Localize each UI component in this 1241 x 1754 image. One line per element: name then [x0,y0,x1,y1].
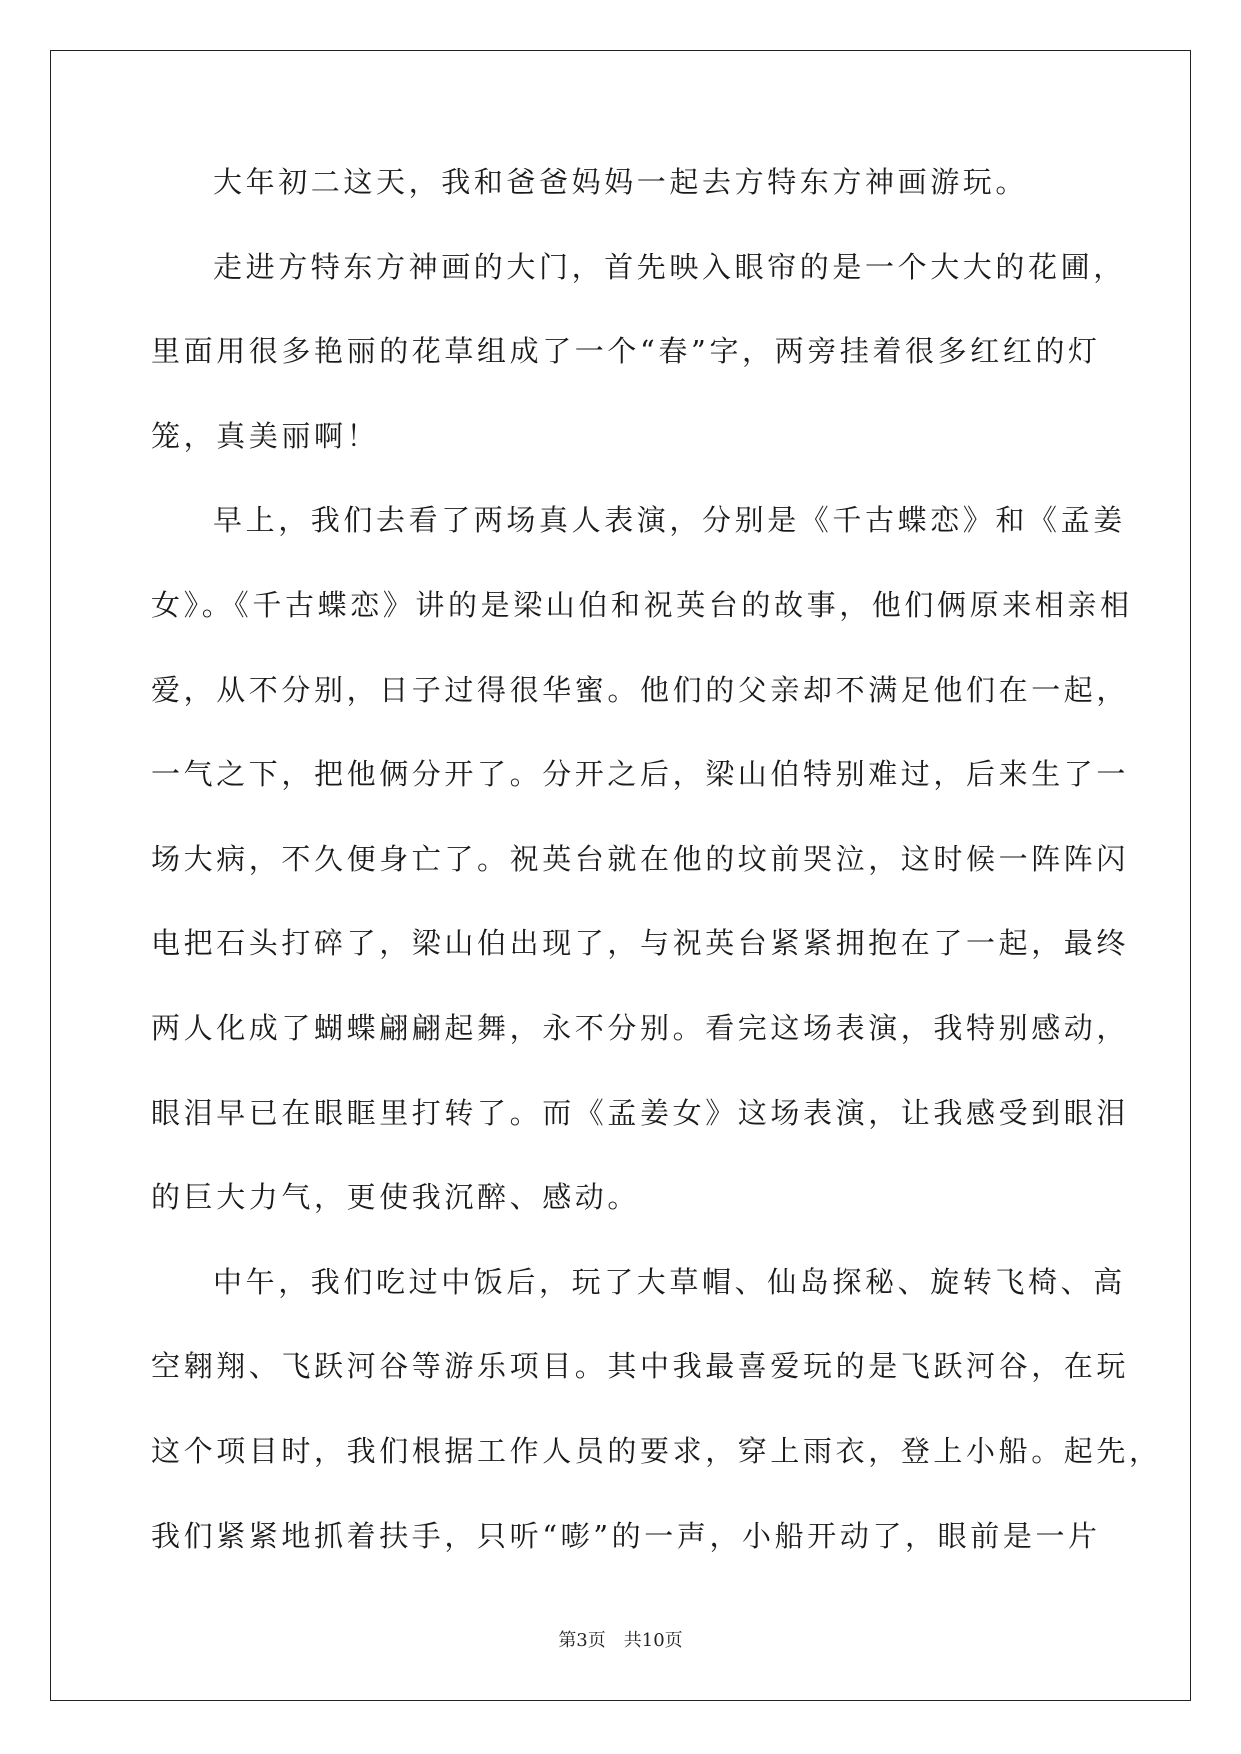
paragraph-4-line-3: 这个项目时，我们根据工作人员的要求，穿上雨衣，登上小船。起先， [151,1433,1162,1468]
paragraph-3-line-5: 场大病，不久便身亡了。祝英台就在他的坟前哭泣，这时候一阵阵闪 [151,841,1130,876]
paragraph-4-line-1: 中午，我们吃过中饭后，玩了大草帽、仙岛探秘、旋转飞椅、高 [213,1264,1126,1299]
page-number-footer: 第3页 共10页 [558,1630,683,1651]
paragraph-2-line-1: 走进方特东方神画的大门，首先映入眼帘的是一个大大的花圃， [213,249,1126,284]
paragraph-3-line-4: 一气之下，把他俩分开了。分开之后，梁山伯特别难过，后来生了一 [151,757,1130,792]
paragraph-3-line-1: 早上，我们去看了两场真人表演，分别是《千古蝶恋》和《孟姜 [213,503,1126,538]
paragraph-2-line-3: 笼，真美丽啊！ [151,418,380,453]
paragraph-4-line-2: 空翱翔、飞跃河谷等游乐项目。其中我最喜爱玩的是飞跃河谷，在玩 [151,1349,1130,1384]
document-body [151,162,1162,1600]
paragraph-3-line-3: 爱，从不分别，日子过得很华蜜。他们的父亲却不满足他们在一起， [151,672,1130,707]
paragraph-1-line-1: 大年初二这天，我和爸爸妈妈一起去方特东方神画游玩。 [213,165,1029,199]
paragraph-2-line-2: 里面用很多艳丽的花草组成了一个“春”字，两旁挂着很多红红的灯 [151,334,1101,369]
paragraph-3-line-6: 电把石头打碎了，梁山伯出现了，与祝英台紧紧拥抱在了一起，最终 [151,926,1130,961]
paragraph-4-line-4: 我们紧紧地抓着扶手，只听“嘭”的一声，小船开动了，眼前是一片 [151,1518,1101,1553]
paragraph-3-line-2: 女》。《千古蝶恋》讲的是梁山伯和祝英台的故事，他们俩原来相亲相 [151,587,1133,622]
paragraph-3-line-8: 眼泪早已在眼眶里打转了。而《孟姜女》这场表演，让我感受到眼泪 [151,1095,1130,1130]
paragraph-3-line-7: 两人化成了蝴蝶翩翩起舞，永不分别。看完这场表演，我特别感动， [151,1010,1130,1045]
paragraph-3-line-9: 的巨大力气，更使我沉醉、感动。 [151,1180,641,1215]
